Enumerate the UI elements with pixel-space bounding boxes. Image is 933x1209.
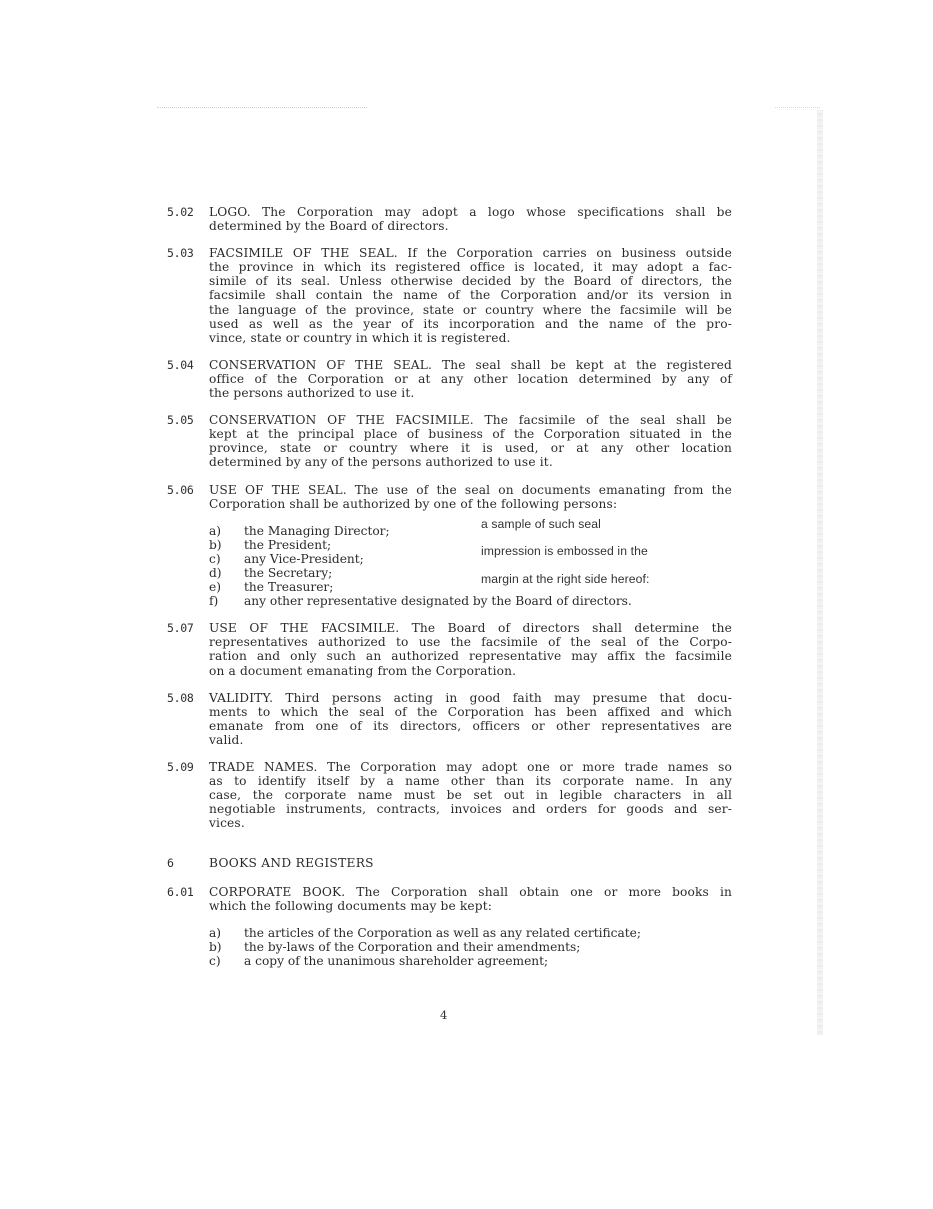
scan-artifact-line [157,107,367,108]
text-line: CORPORATE BOOK. The Corporation shall obtain one or more books in [209,884,732,899]
paragraph-6-01 [167,885,732,913]
list-item-letter: d) [209,565,222,580]
list-item-letter: b) [209,939,222,954]
page-number: 4 [440,1008,448,1022]
paragraph-number: 5.06 [167,482,194,497]
paragraph-text [209,358,732,400]
text-line: used as well as the year of its incorporation and the name of the pro- [209,316,732,331]
text-line: province, state or country where it is used, or at any other location [209,441,732,456]
paragraph-text [209,760,732,830]
list-item-text: the Secretary; [244,565,333,580]
list-item [209,594,732,608]
seal-note-line: margin at the right side hereof: [481,571,650,586]
paragraph-5-05 [167,413,732,469]
text-line: determined by any of the persons authorized to use it. [209,455,553,470]
paragraph-text [209,885,732,913]
section-heading [167,856,732,870]
section-title: BOOKS AND REGISTERS [209,856,374,871]
text-line: facsimile shall contain the name of the Corporation and/or its version in [209,288,732,303]
list-item-letter: c) [209,551,221,566]
text-line: CONSERVATION OF THE FACSIMILE. The facsimile of the seal shall be [209,413,732,428]
list-item-letter: a) [209,925,222,940]
text-line: FACSIMILE OF THE SEAL. If the Corporation carries on business outside [209,246,732,261]
text-line: the persons authorized to use it. [209,386,415,401]
text-line: ration and only such an authorized representative may affix the facsimile [209,649,732,664]
seal-persons-list [209,516,732,609]
paragraph-text [209,691,732,747]
list-item-letter: a) [209,523,222,538]
text-line: VALIDITY. Third persons acting in good faith may presume that docu- [209,690,732,705]
seal-note-line: impression is embossed in the [481,543,648,558]
paragraph-5-07 [167,621,732,677]
text-line: Corporation shall be authorized by one of the following persons: [209,496,618,511]
text-line: kept at the principal place of business of the Corporation situated in the [209,427,732,442]
list-item-letter: e) [209,580,221,595]
list-item [209,954,732,968]
paragraph-number: 5.09 [167,760,194,774]
paragraph-number: 5.05 [167,413,194,428]
text-line: simile of its seal. Unless otherwise decided by the Board of directors, the [209,274,732,289]
list-item-letter: c) [209,953,221,968]
text-line: the province in which its registered office is located, it may adopt a fac- [209,260,732,275]
list-item [209,580,732,594]
text-line: LOGO. The Corporation may adopt a logo whose specifications shall be [209,205,732,219]
text-line: on a document emanating from the Corporation. [209,663,517,678]
paragraph-number: 5.04 [167,357,194,372]
paragraph-text [209,246,732,345]
list-item-letter: b) [209,537,222,552]
paragraph-text [209,413,732,469]
list-item-text: the articles of the Corporation as well as any related certificate; [244,925,641,940]
text-line: TRADE NAMES. The Corporation may adopt one or more trade names so [209,760,732,774]
text-line: vices. [209,816,245,831]
paragraph-5-08 [167,691,732,747]
paragraph-text [209,483,732,511]
text-line: determined by the Board of directors. [209,219,449,234]
text-line: as to identify itself by a name other than its corporate name. In any [209,774,732,789]
text-line: the language of the province, state or country where the facsimile will be [209,302,732,317]
list-item-text: any Vice-President; [244,551,364,566]
list-item [209,926,732,940]
paragraph-5-04 [167,358,732,400]
list-item-letter: f) [209,594,219,609]
text-line: vince, state or country in which it is registered. [209,330,511,345]
list-item-text: the Managing Director; [244,523,390,538]
list-item-text: a copy of the unanimous shareholder agreement; [244,953,549,968]
text-line: valid. [209,732,244,747]
text-line: CONSERVATION OF THE SEAL. The seal shall be kept at the registered [209,357,732,372]
list-item-text: the Treasurer; [244,580,334,595]
list-item [209,552,732,566]
paragraph-5-03 [167,246,732,345]
text-line: negotiable instruments, contracts, invoices and orders for goods and ser- [209,802,732,817]
paragraph-5-09 [167,760,732,830]
paragraph-text [209,621,732,677]
list-item [209,566,732,580]
text-line: office of the Corporation or at any other location determined by any of [209,371,732,386]
paragraph-number: 5.02 [167,205,194,219]
scan-artifact-line [775,107,820,108]
paragraph-text [209,205,732,233]
corporate-book-list [209,926,732,968]
text-line: USE OF THE SEAL. The use of the seal on documents emanating from the [209,482,732,497]
text-line: USE OF THE FACSIMILE. The Board of directors shall determine the [209,621,732,636]
paragraph-number: 5.07 [167,621,194,636]
list-item-text: the President; [244,537,332,552]
paragraph-5-06 [167,483,732,511]
paragraph-5-02 [167,205,732,233]
text-line: case, the corporate name must be set out in legible characters in all [209,788,732,803]
section-number: 6 [167,856,174,871]
scan-edge-shadow [817,110,823,1035]
seal-note-line: a sample of such seal [481,516,601,531]
list-item-text: the by-laws of the Corporation and their amendments; [244,939,581,954]
list-item [209,524,732,538]
document-body [167,205,732,968]
text-line: emanate from one of its directors, officers or other representatives are [209,718,732,733]
paragraph-number: 5.08 [167,690,194,705]
text-line: representatives authorized to use the facsimile of the seal of the Corpo- [209,635,732,650]
text-line: ments to which the seal of the Corporation has been affixed and which [209,704,732,719]
paragraph-number: 5.03 [167,246,194,261]
list-item [209,940,732,954]
list-item [209,538,732,552]
paragraph-number: 6.01 [167,884,194,899]
list-item-text: any other representative designated by the Board of directors. [244,594,632,609]
text-line: which the following documents may be kept: [209,898,493,913]
